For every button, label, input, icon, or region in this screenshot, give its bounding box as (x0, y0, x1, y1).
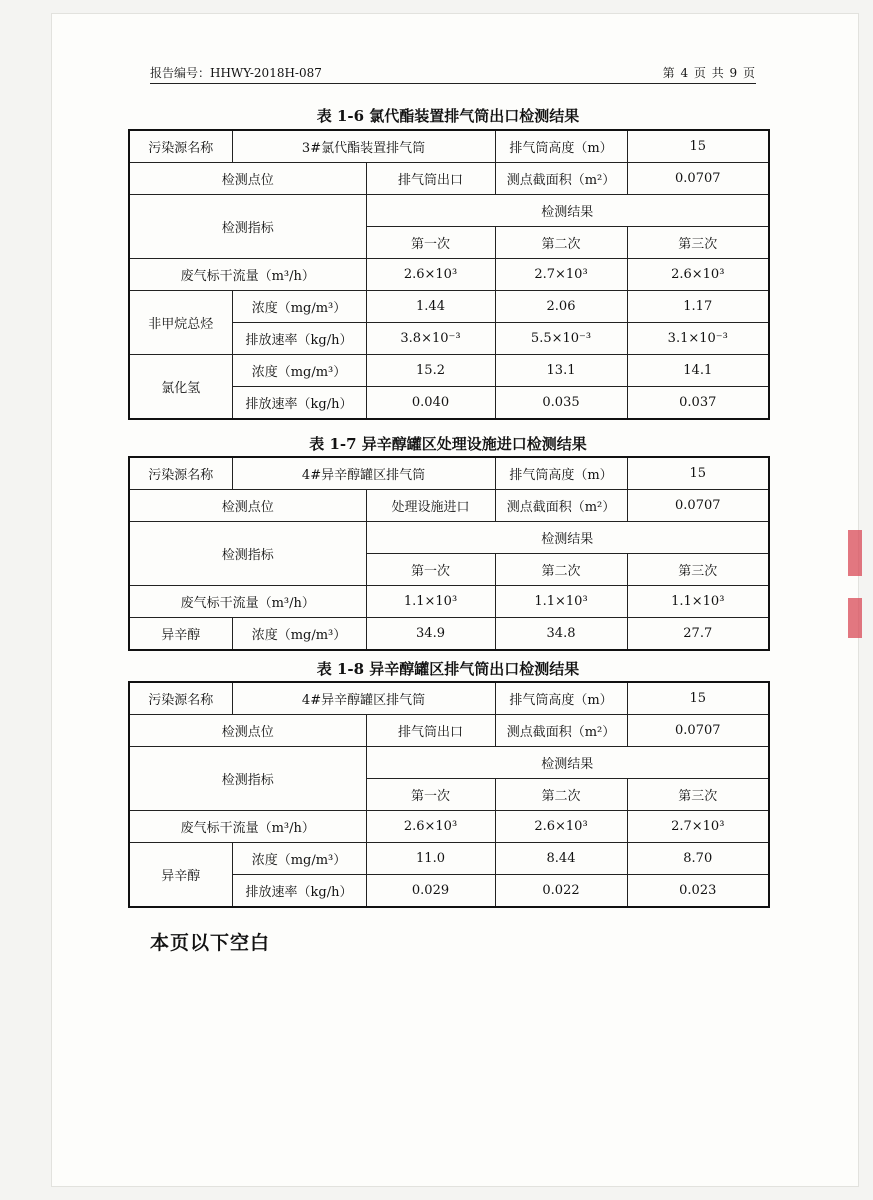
table-row (129, 259, 769, 291)
table-cell: 0.037 (627, 387, 769, 420)
results-table-1-8 (128, 681, 770, 908)
results-table-1-7 (128, 456, 770, 651)
table-cell: 第二次 (495, 554, 627, 586)
report-number: 报告编号：HHWY-2018H-087 (150, 66, 322, 80)
table-cell: 2.6×10³ (366, 811, 495, 843)
table-cell: 第一次 (366, 227, 495, 259)
table-cell: 第二次 (495, 227, 627, 259)
table-cell: 2.7×10³ (495, 259, 627, 291)
table-cell: 第一次 (366, 554, 495, 586)
page-header (150, 61, 756, 84)
table-cell: 2.06 (495, 291, 627, 323)
table-cell: 污染源名称 (129, 682, 232, 715)
table-cell: 4#异辛醇罐区排气筒 (232, 682, 495, 715)
table-cell: 0.0707 (627, 163, 769, 195)
table-cell: 检测点位 (129, 715, 366, 747)
table-row (129, 195, 769, 227)
table-cell: 34.9 (366, 618, 495, 651)
table-cell: 检测结果 (366, 522, 769, 554)
table-cell: 废气标干流量（m³/h） (129, 259, 366, 291)
table-title-1-8: 表 1-8 异辛醇罐区排气筒出口检测结果 (316, 660, 580, 678)
seal-stamp-edge (848, 530, 862, 576)
seal-stamp-edge (848, 598, 862, 638)
table-cell: 8.44 (495, 843, 627, 875)
table-cell: 0.0707 (627, 490, 769, 522)
table-cell: 异辛醇 (129, 843, 232, 908)
table-cell: 异辛醇 (129, 618, 232, 651)
table-cell: 4#异辛醇罐区排气筒 (232, 457, 495, 490)
table-cell: 检测点位 (129, 490, 366, 522)
table-row (129, 811, 769, 843)
table-cell: 浓度（mg/m³） (232, 291, 366, 323)
table-cell: 11.0 (366, 843, 495, 875)
table-cell: 污染源名称 (129, 130, 232, 163)
table-cell: 排气筒高度（m） (495, 130, 627, 163)
table-cell: 第三次 (627, 227, 769, 259)
table-cell: 排气筒出口 (366, 163, 495, 195)
table-row (129, 163, 769, 195)
table-cell: 检测指标 (129, 195, 366, 259)
table-cell: 0.0707 (627, 715, 769, 747)
table-row (129, 291, 769, 323)
table-cell: 排放速率（kg/h） (232, 387, 366, 420)
table-cell: 处理设施进口 (366, 490, 495, 522)
table-cell: 排放速率（kg/h） (232, 875, 366, 908)
table-cell: 34.8 (495, 618, 627, 651)
table-cell: 2.6×10³ (366, 259, 495, 291)
table-cell: 第一次 (366, 779, 495, 811)
table-cell: 检测结果 (366, 195, 769, 227)
table-cell: 检测点位 (129, 163, 366, 195)
page-number: 第 4 页 共 9 页 (662, 66, 756, 80)
table-cell: 第二次 (495, 779, 627, 811)
table-cell: 排放速率（kg/h） (232, 323, 366, 355)
table-cell: 测点截面积（m²） (495, 715, 627, 747)
table-cell: 测点截面积（m²） (495, 490, 627, 522)
table-row (129, 682, 769, 715)
table-cell: 15 (627, 682, 769, 715)
table-cell: 3#氯代酯装置排气筒 (232, 130, 495, 163)
results-table-1-6 (128, 129, 770, 420)
table-cell: 检测指标 (129, 522, 366, 586)
table-cell: 测点截面积（m²） (495, 163, 627, 195)
table-cell: 2.6×10³ (627, 259, 769, 291)
table-cell: 8.70 (627, 843, 769, 875)
table-cell: 0.035 (495, 387, 627, 420)
table-cell: 15 (627, 457, 769, 490)
table-cell: 1.44 (366, 291, 495, 323)
blank-page-note: 本页以下空白 (150, 932, 271, 954)
table-cell: 3.1×10⁻³ (627, 323, 769, 355)
table-cell: 检测结果 (366, 747, 769, 779)
table-cell: 14.1 (627, 355, 769, 387)
table-row (129, 747, 769, 779)
table-row (129, 522, 769, 554)
table-cell: 5.5×10⁻³ (495, 323, 627, 355)
table-row (129, 618, 769, 651)
table-cell: 污染源名称 (129, 457, 232, 490)
table-cell: 检测指标 (129, 747, 366, 811)
table-cell: 浓度（mg/m³） (232, 843, 366, 875)
table-row (129, 715, 769, 747)
table-cell: 第三次 (627, 554, 769, 586)
table-cell: 0.040 (366, 387, 495, 420)
table-cell: 1.17 (627, 291, 769, 323)
table-cell: 排气筒高度（m） (495, 682, 627, 715)
table-cell: 15 (627, 130, 769, 163)
table-cell: 废气标干流量（m³/h） (129, 811, 366, 843)
table-row (129, 457, 769, 490)
table-cell: 排气筒出口 (366, 715, 495, 747)
table-cell: 1.1×10³ (495, 586, 627, 618)
table-cell: 2.6×10³ (495, 811, 627, 843)
table-cell: 非甲烷总烃 (129, 291, 232, 355)
table-cell: 0.023 (627, 875, 769, 908)
table-cell: 浓度（mg/m³） (232, 618, 366, 651)
table-row (129, 586, 769, 618)
table-cell: 27.7 (627, 618, 769, 651)
table-title-1-7: 表 1-7 异辛醇罐区处理设施进口检测结果 (309, 435, 587, 453)
table-cell: 排气筒高度（m） (495, 457, 627, 490)
table-cell: 1.1×10³ (366, 586, 495, 618)
table-cell: 0.029 (366, 875, 495, 908)
table-cell: 2.7×10³ (627, 811, 769, 843)
table-cell: 15.2 (366, 355, 495, 387)
table-row (129, 843, 769, 875)
table-row (129, 490, 769, 522)
table-cell: 废气标干流量（m³/h） (129, 586, 366, 618)
table-cell: 0.022 (495, 875, 627, 908)
table-cell: 1.1×10³ (627, 586, 769, 618)
table-row (129, 130, 769, 163)
table-cell: 13.1 (495, 355, 627, 387)
table-row (129, 355, 769, 387)
table-title-1-6: 表 1-6 氯代酯装置排气筒出口检测结果 (316, 107, 580, 125)
table-cell: 第三次 (627, 779, 769, 811)
table-cell: 氯化氢 (129, 355, 232, 420)
table-cell: 浓度（mg/m³） (232, 355, 366, 387)
table-cell: 3.8×10⁻³ (366, 323, 495, 355)
